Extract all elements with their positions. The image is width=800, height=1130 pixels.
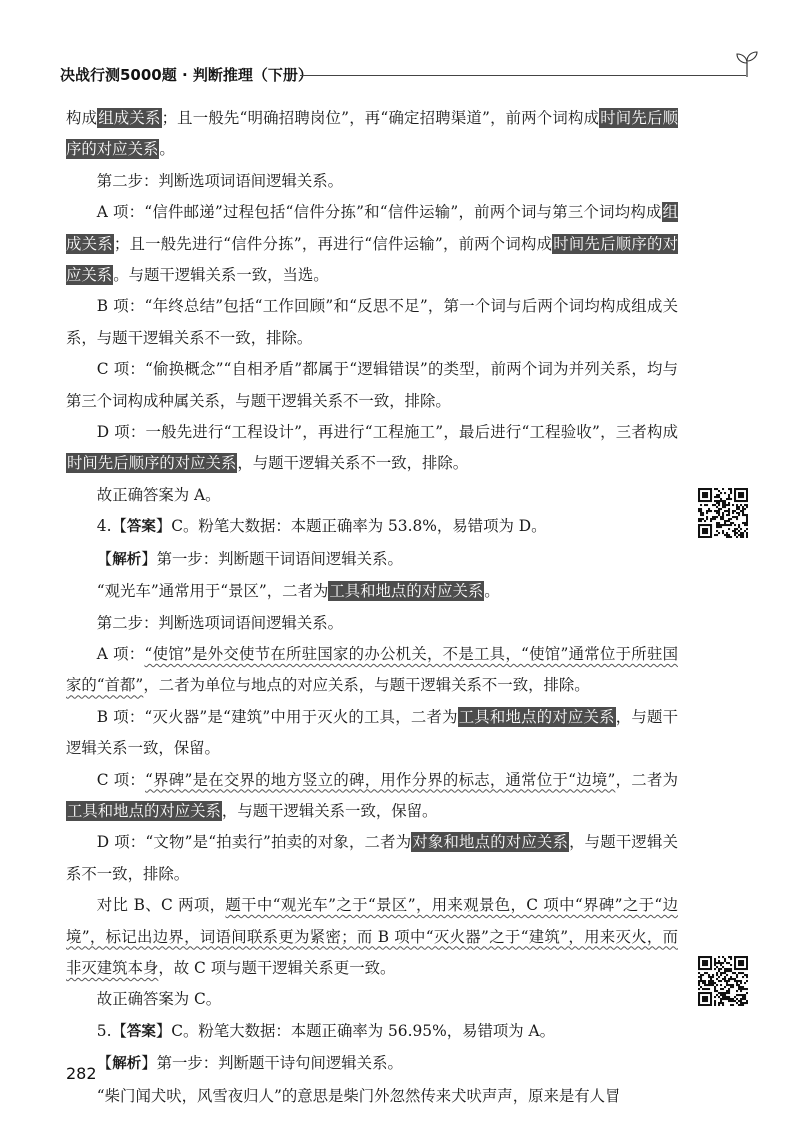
text-run: 。 (484, 582, 500, 601)
text-run: B 项：“年终总结”包括“工作回顾”和“反思不足”，第一个词与后两个词均构成组成关系，与题干逻辑关系不一致，排除。 (66, 297, 678, 347)
text-run: 【 (96, 549, 113, 568)
qr-code-icon (698, 956, 748, 1006)
paragraph (66, 827, 678, 890)
highlighted-term: 工具和地点的对应关系 (458, 707, 615, 726)
text-run: D 项：“文物”是“拍卖行”拍卖的对象，二者为 (96, 833, 412, 852)
paragraph (66, 984, 678, 1015)
paragraph (66, 1081, 678, 1112)
text-run: A 项： (96, 644, 145, 663)
label-keyword: 解析 (112, 551, 142, 568)
text-run: C 项： (96, 770, 146, 789)
text-run: ，故 C 项与题干逻辑关系更一致。 (158, 958, 396, 977)
text-run: 。与题干逻辑关系一致，当选。 (113, 266, 329, 285)
paragraph (66, 197, 678, 291)
paragraph (66, 608, 678, 639)
highlighted-term: 时间先后顺序的对应关系 (66, 234, 678, 285)
text-run: ，二者为单位与地点的对应关系，与题干逻辑关系不一致，排除。 (143, 676, 590, 695)
text-run: ，与题干逻辑关系不一致，排除。 (237, 454, 469, 473)
page-body (66, 103, 678, 1112)
text-run: “柴门闻犬吠，风雪夜归人”的意思是柴门外忽然传来犬吠声声，原来是有人冒 (96, 1086, 621, 1105)
paragraph (66, 1016, 678, 1048)
paragraph (66, 417, 678, 480)
label-keyword: 解析 (112, 1056, 142, 1073)
paragraph (66, 166, 678, 197)
paragraph (66, 354, 678, 417)
text-run: 】第一步：判断题干词语间逻辑关系。 (141, 549, 403, 568)
paragraph (66, 480, 678, 511)
text-run: ；且一般先“明确招聘岗位”，再“确定招聘渠道”，前两个词构成 (161, 109, 600, 127)
text-run: 对比 B、C 两项， (96, 896, 226, 915)
label-keyword: 答案 (126, 1023, 156, 1040)
text-run: 】第一步：判断题干诗句间逻辑关系。 (141, 1054, 403, 1073)
text-run: 故正确答案为 A。 (96, 485, 221, 504)
page-number: 282 (66, 1064, 97, 1083)
highlighted-term: 工具和地点的对应关系 (329, 582, 484, 601)
text-run: 构成 (66, 109, 98, 127)
text-run: ，二者为 (615, 770, 678, 789)
highlighted-term: 时间先后顺序的对应关系 (67, 454, 237, 473)
paragraph (66, 702, 678, 765)
text-run: 4.【 (96, 517, 127, 536)
text-run: ，与题干逻辑关系不一致，排除。 (66, 833, 678, 883)
highlighted-term: 组成关系 (98, 109, 161, 127)
emphasized-text: “使馆”是外交使节在所驻国家的办公机关，不是工具，“使馆”通常位于所驻国家的“首都” (66, 644, 678, 695)
label-keyword: 答案 (126, 519, 156, 536)
text-run: D 项：一般先进行“工程设计”，再进行“工程施工”，最后进行“工程验收”，三者构成 (96, 423, 678, 442)
paragraph (66, 544, 678, 576)
text-run: 故正确答案为 C。 (96, 990, 222, 1009)
emphasized-text: 题干中“观光车”之于“景区”，用来观景色，C 项中“界碑”之于“边境”，标记出边界，词语间联系更为紧密；而 B 项中“灭火器”之于“建筑”，用来灭火，而非灭建筑本身 (66, 896, 678, 977)
text-run: A 项：“信件邮递”过程包括“信件分拣”和“信件运输”，前两个词与第三个词均构成 (96, 203, 662, 222)
text-run: “观光车”通常用于“景区”，二者为 (96, 582, 329, 601)
paragraph (66, 291, 678, 354)
text-run: 第二步：判断选项词语间逻辑关系。 (96, 613, 344, 632)
running-header (60, 58, 760, 92)
book-title: 决战行测5000题 · 判断推理（下册） (60, 66, 313, 84)
text-run: 第二步：判断选项词语间逻辑关系。 (96, 171, 344, 190)
qr-code-icon (698, 488, 748, 538)
text-run: ，与题干逻辑关系一致，保留。 (221, 801, 438, 820)
paragraph (66, 103, 678, 166)
paragraph (66, 576, 678, 607)
header-rule (300, 75, 746, 76)
text-run: B 项：“灭火器”是“建筑”中用于灭火的工具，二者为 (96, 707, 458, 726)
paragraph (66, 765, 678, 828)
highlighted-term: 对象和地点的对应关系 (412, 833, 569, 852)
highlighted-term: 组成关系 (66, 203, 678, 253)
paragraph (66, 639, 678, 702)
text-run: 5.【 (96, 1021, 127, 1040)
highlighted-term: 时间先后顺序的对应关系 (66, 109, 678, 159)
text-run: C 项：“偷换概念”“自相矛盾”都属于“逻辑错误”的类型，前两个词为并列关系，均与第三个词构成种属关系，与题干逻辑关系不一致，排除。 (66, 360, 678, 410)
text-run: 】C。粉笔大数据：本题正确率为 56.95%，易错项为 A。 (155, 1021, 556, 1040)
emphasized-text: “界碑”是在交界的地方竖立的碑，用作分界的标志，通常位于“边境” (145, 770, 616, 789)
text-run: 】C。粉笔大数据：本题正确率为 53.8%，易错项为 D。 (155, 517, 547, 536)
text-run: ；且一般先进行“信件分拣”，再进行“信件运输”，前两个词构成 (113, 234, 553, 253)
sprout-icon (734, 50, 760, 78)
paragraph (66, 511, 678, 543)
highlighted-term: 工具和地点的对应关系 (67, 801, 221, 820)
text-run: 【 (96, 1054, 113, 1073)
text-run: ，与题干逻辑关系一致，保留。 (66, 707, 678, 758)
text-run: 。 (159, 140, 175, 159)
paragraph (66, 1048, 678, 1080)
paragraph (66, 890, 678, 984)
